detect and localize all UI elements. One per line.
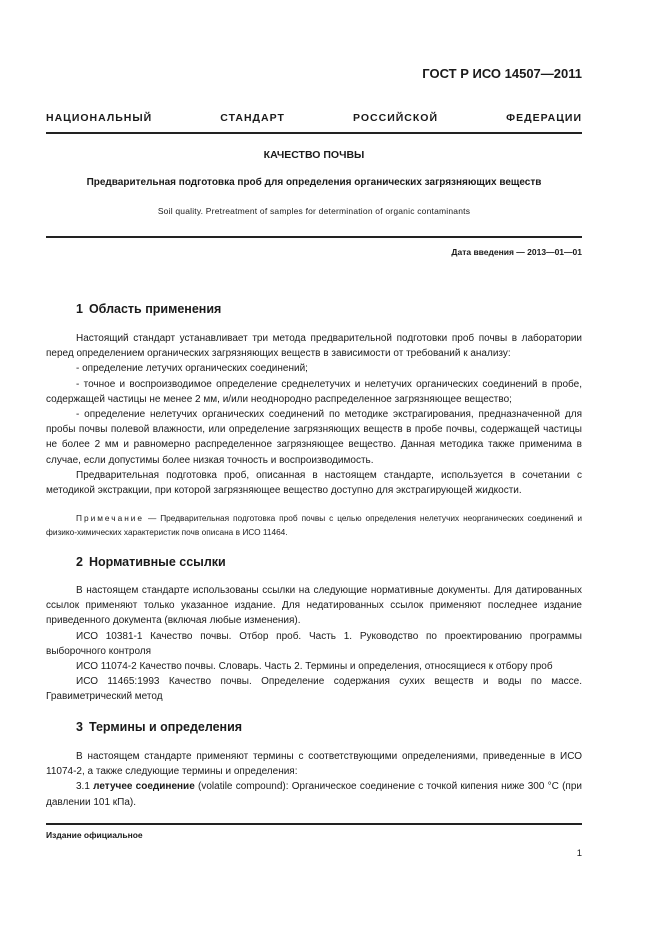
section-3-body	[46, 749, 582, 810]
footer-divider	[46, 823, 582, 825]
reference-item: ИСО 10381-1 Качество почвы. Отбор проб. Часть 1. Руководство по проектированию программы выборочного контроля	[46, 630, 582, 657]
document-subtitle: Предварительная подготовка проб для определения органических загрязняющих веществ	[86, 177, 542, 188]
introduction-date: Дата введения — 2013—01—01	[451, 247, 582, 257]
reference-item: ИСО 11074-2 Качество почвы. Словарь. Часть 2. Термины и определения, относящиеся к отбору проб	[76, 661, 553, 673]
definition	[46, 779, 582, 809]
top-divider	[46, 132, 582, 134]
section-number: 3	[76, 720, 83, 734]
section-title: Нормативные ссылки	[88, 555, 226, 569]
section-title: Термины и определения	[88, 720, 243, 734]
section-number: 1	[76, 302, 83, 316]
reference-item: ИСО 11465:1993 Качество почвы. Определение содержания сухих веществ и воды по массе. Гравиметрический метод	[46, 676, 582, 703]
title-divider	[46, 236, 582, 238]
paragraph: Предварительная подготовка проб, описанная в настоящем стандарте, используется в сочетании с методикой экстракции, при которой загрязняющее вещество доступно для экстрагирующей жидкости.	[46, 469, 582, 497]
section-1-body	[46, 331, 582, 498]
official-edition-label: Издание официальное	[46, 830, 143, 840]
list-item: - определение летучих органических соединений;	[76, 363, 308, 375]
section-2-body	[46, 583, 582, 705]
section-number: 2	[76, 555, 83, 569]
paragraph: В настоящем стандарте использованы ссылки на следующие нормативные документы. Для датированных ссылок применяют только указанное издание. Для недатированных ссылок применяют последнее издание приведенного документа (включая любые изменения).	[46, 585, 582, 627]
definition-term: летучее соединение	[93, 781, 195, 793]
definition-number: 3.1	[76, 781, 90, 793]
note-label: Примечание	[76, 513, 145, 523]
paragraph: В настоящем стандарте применяют термины с соответствующими определениями, приведенные в ИСО 11074-2, а также следующие термины и определения:	[46, 751, 582, 778]
section-2-heading	[76, 555, 226, 569]
national-standard-banner: НАЦИОНАЛЬНЫЙ СТАНДАРТ РОССИЙСКОЙ ФЕДЕРАЦИИ	[46, 112, 582, 124]
page-number: 1	[576, 848, 582, 859]
paragraph: Настоящий стандарт устанавливает три метода предварительной подготовки проб почвы в лаборатории перед определением органических загрязняющих веществ в зависимости от требований к анализу:	[46, 333, 582, 360]
standard-designation: ГОСТ Р ИСО 14507—2011	[422, 66, 582, 81]
definition-text: (volatile compound): Органическое соединение с точкой кипения ниже 300 °С (при давлении 101 кПа).	[46, 781, 582, 808]
note-text: — Предварительная подготовка проб почвы с целью определения нелетучих неорганических соединений и физико-химических характеристик почв описана в ИСО 11464.	[46, 513, 582, 537]
document-title: КАЧЕСТВО ПОЧВЫ	[263, 149, 365, 161]
list-item: - точное и воспроизводимое определение среднелетучих и нелетучих органических соединений в пробе, содержащей частицы не менее 2 мм, и/или неоднородно распределенное загрязняющее вещество;	[46, 378, 582, 405]
english-title: Soil quality. Pretreatment of samples for determination of organic contaminants	[157, 206, 471, 216]
section-title: Область применения	[88, 302, 222, 316]
list-item: - определение нелетучих органических соединений по методике экстрагирования, предназначенной для пробы почвы полевой влажности, или определение загрязняющих веществ в пробе почвы, содержащей частицы не более 2 мм и равномерно распределенное загрязняющее вещество. Данная методика также применима в случае, если допустимы более низкая точность и воспроизводимость.	[46, 409, 582, 466]
section-1-note	[46, 512, 582, 539]
section-1-heading	[76, 302, 221, 316]
section-3-heading	[76, 720, 242, 734]
